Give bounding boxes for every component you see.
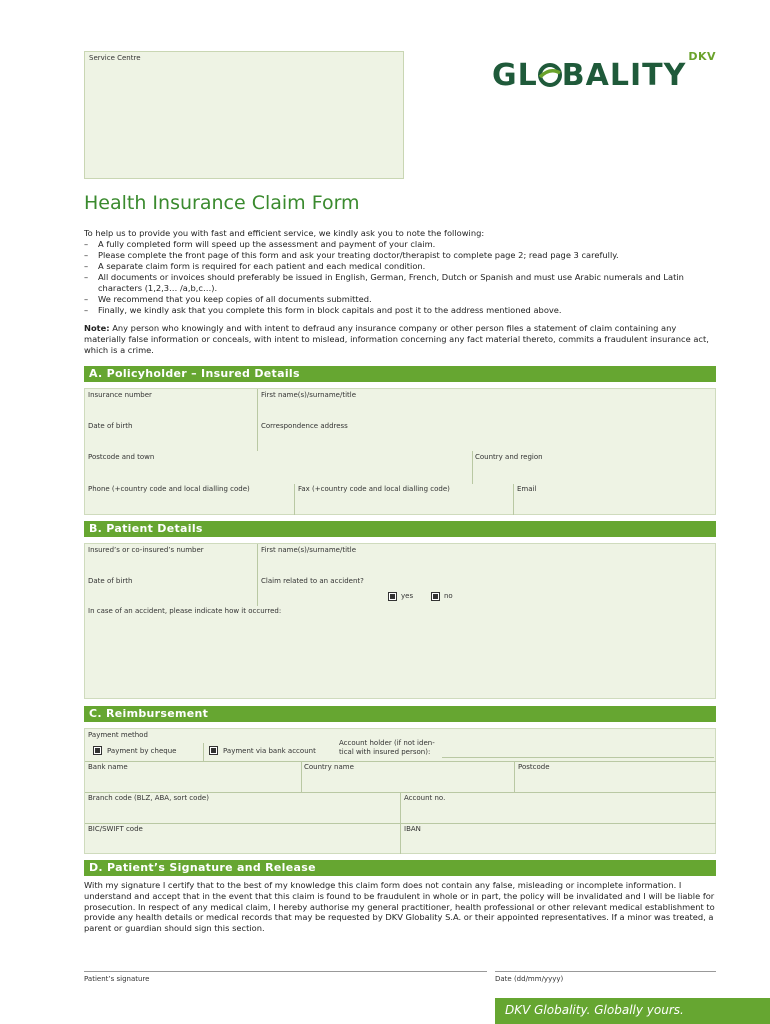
globe-icon [538,60,562,84]
account-holder-line[interactable] [442,757,714,758]
service-centre-box [84,51,404,179]
email-field[interactable]: Email [517,485,537,493]
intro-item: – A fully completed form will speed up the assessment and payment of your claim. [84,239,720,250]
patient-name-field[interactable]: First name(s)/surname/title [261,546,357,554]
cheque-label: Payment by cheque [107,747,177,755]
phone-field[interactable]: Phone (+country code and local dialling code) [88,485,250,493]
service-centre-label: Service Centre [89,54,141,62]
country-region-field[interactable]: Country and region [475,453,543,461]
intro-item: – Finally, we kindly ask that you complete this form in block capitals and post it to the address mentioned above. [84,305,720,316]
accident-yes-label: yes [401,592,414,600]
fraud-note [84,323,720,356]
bank-account-checkbox[interactable] [209,746,218,755]
logo-text-pre: GL [492,58,538,93]
page-title: Health Insurance Claim Form [84,192,360,214]
section-c-panel[interactable] [84,728,716,854]
cheque-checkbox[interactable] [93,746,102,755]
iban-field[interactable]: IBAN [404,825,421,833]
section-c-header: C. Reimbursement [84,706,716,722]
insured-name-field[interactable]: First name(s)/surname/title [261,391,357,399]
accident-question: Claim related to an accident? [261,577,364,585]
section-a-header: A. Policyholder – Insured Details [84,366,716,382]
accident-yes-checkbox[interactable] [388,592,397,601]
section-a-panel[interactable] [84,388,716,515]
bank-country-field[interactable]: Country name [304,763,354,771]
patient-dob-field[interactable]: Date of birth [88,577,133,585]
insurance-number-field[interactable]: Insurance number [88,391,152,399]
insured-dob-field[interactable]: Date of birth [88,422,133,430]
intro-text [84,228,720,316]
accident-no-checkbox[interactable] [431,592,440,601]
bic-field[interactable]: BIC/SWIFT code [88,825,143,833]
fax-field[interactable]: Fax (+country code and local dialling code) [298,485,450,493]
date-line[interactable] [495,971,716,972]
section-b-header: B. Patient Details [84,521,716,537]
branch-code-field[interactable]: Branch code (BLZ, ABA, sort code) [88,794,209,802]
section-b-panel[interactable] [84,543,716,699]
signature-line[interactable] [84,971,487,972]
account-holder-label-1: Account holder (if not iden- [339,739,435,747]
accident-description-field[interactable]: In case of an accident, please indicate how it occurred: [88,607,282,615]
note-label: Note: [84,323,110,333]
intro-lead: To help us to provide you with fast and efficient service, we kindly ask you to note the following: [84,228,485,238]
bank-postcode-field[interactable]: Postcode [518,763,550,771]
section-d-header: D. Patient’s Signature and Release [84,860,716,876]
account-holder-label-2: tical with insured person): [339,748,431,756]
date-label: Date (dd/mm/yyyy) [495,975,564,983]
intro-item: – We recommend that you keep copies of all documents submitted. [84,294,720,305]
correspondence-address-field[interactable]: Correspondence address [261,422,348,430]
signature-label: Patient’s signature [84,975,150,983]
bank-account-label: Payment via bank account [223,747,316,755]
dkv-mark: DKV [688,50,716,63]
accident-no-label: no [444,592,453,600]
footer-tagline: DKV Globality. Globally yours. [495,998,770,1024]
intro-item: – All documents or invoices should preferably be issued in English, German, French, Dutch or Spanish and must use Arabic numerals and Latin characters (1,2,3… /a,b,c…). [84,272,720,294]
intro-item: – A separate claim form is required for each patient and each medical condition. [84,261,720,272]
logo-text-post: BALITY [561,58,687,93]
bank-name-field[interactable]: Bank name [88,763,128,771]
intro-item: – Please complete the front page of this form and ask your treating doctor/therapist to complete page 2; read page 3 carefully. [84,250,720,261]
insured-number-field[interactable]: Insured’s or co-insured’s number [88,546,204,554]
release-text: With my signature I certify that to the best of my knowledge this claim form does not contain any false, misleading or incomplete information. I understand and accept that in the event that this claim is found to be fraudulent in whole or in part, the policy will be invalidated and I will be liable for prosecution. In respect of any medical claim, I hereby authorise my general practitioner, health professional or other relevant medical establishment to provide any health details or medical records that may be requested by DKV Globality S.A. or their appointed representatives. If a minor was treated, a parent or guardian should sign this section. [84,880,715,934]
postcode-town-field[interactable]: Postcode and town [88,453,155,461]
globality-logo [492,50,718,96]
account-number-field[interactable]: Account no. [404,794,446,802]
note-text: Any person who knowingly and with intent to defraud any insurance company or other person files a statement of claim containing any materially false information or conceals, with intent to mislead, information concerning any fact material thereto, commits a fraudulent insurance act, which is a crime. [84,323,709,355]
payment-method-label: Payment method [88,731,148,739]
